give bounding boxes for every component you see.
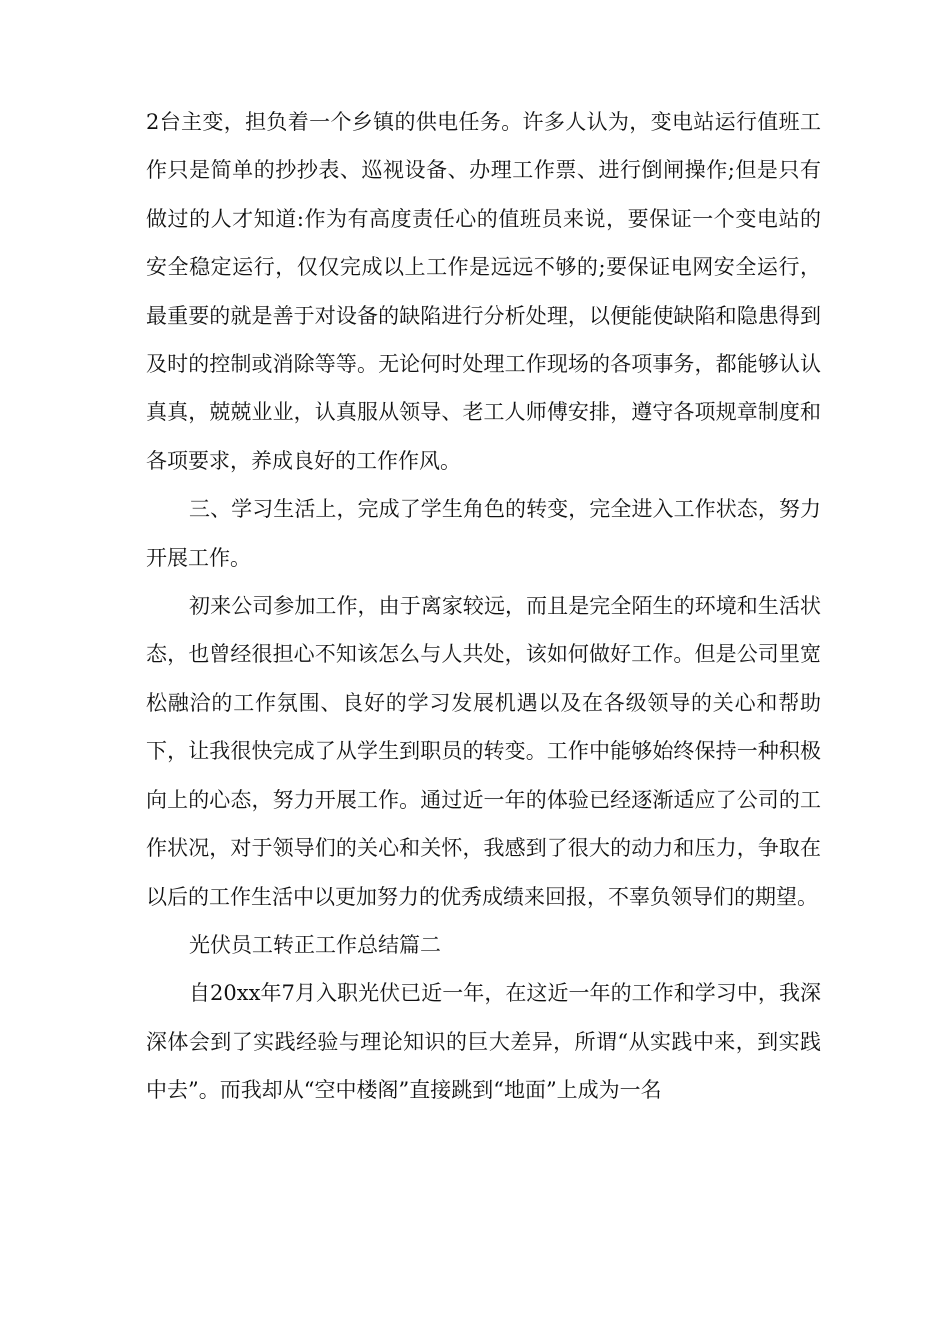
paragraph-adaptation: 初来公司参加工作，由于离家较远，而且是完全陌生的环境和生活状态，也曾经很担心不知该怎么与人共处，该如何做好工作。但是公司里宽松融洽的工作氛围、良好的学习发展机遇以及在各级领导的关心和帮助下，让我很快完成了从学生到职员的转变。工作中能够始终保持一种积极向上的心态，努力开展工作。通过近一年的体验已经逐渐适应了公司的工作状况，对于领导们的关心和关怀，我感到了很大的动力和压力，争取在以后的工作生活中以更加努力的优秀成绩来回报，不辜负领导们的期望。 [146,594,821,909]
paragraph-intro-part-two: 自20xx年7月入职光伏已近一年，在这近一年的工作和学习中，我深深体会到了实践经验与理论知识的巨大差异，所谓“从实践中来，到实践中去”。而我却从“空中楼阁”直接跳到“地面”上成为一名 [146,981,821,1103]
paragraph-continuation: 2台主变，担负着一个乡镇的供电任务。许多人认为，变电站运行值班工作只是简单的抄抄表、巡视设备、办理工作票、进行倒闸操作;但是只有做过的人才知道:作为有高度责任心的值班员来说，要保证一个变电站的安全稳定运行，仅仅完成以上工作是远远不够的;要保证电网安全运行，最重要的就是善于对设备的缺陷进行分析处理，以便能使缺陷和隐患得到及时的控制或消除等等。无论何时处理工作现场的各项事务，都能够认认真真，兢兢业业，认真服从领导、老工人师傅安排，遵守各项规章制度和各项要求，养成良好的工作作风。 [146,110,821,473]
paragraph-section-three: 三、学习生活上，完成了学生角色的转变，完全进入工作状态，努力开展工作。 [146,497,821,570]
document-page [146,98,821,1115]
section-heading: 光伏员工转正工作总结篇二 [189,932,441,957]
